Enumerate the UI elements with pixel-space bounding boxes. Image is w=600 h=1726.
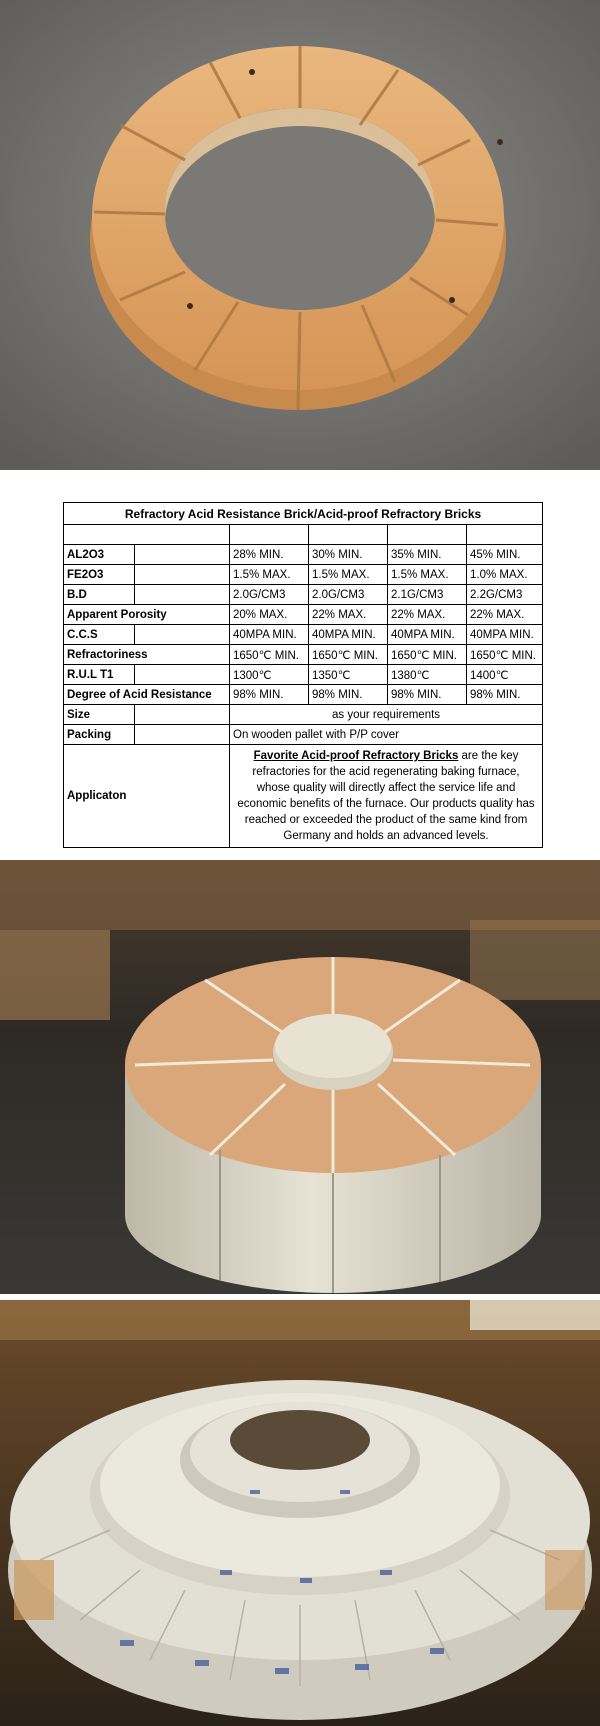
row-label: FE2O3 — [64, 565, 135, 585]
table-row — [64, 625, 543, 645]
table-cell: 98% MIN. — [230, 685, 309, 705]
table-cell: 2.1G/CM3 — [388, 585, 467, 605]
row-label: AL2O3 — [64, 545, 135, 565]
table-row — [64, 545, 543, 565]
table-cell: 98% MIN. — [467, 685, 543, 705]
table-cell: 1650℃ MIN. — [230, 645, 309, 665]
table-title: Refractory Acid Resistance Brick/Acid-proof Refractory Bricks — [64, 503, 543, 525]
table-cell: 30% MIN. — [309, 545, 388, 565]
table-cell: 20% MAX. — [230, 605, 309, 625]
application-body: are the key refractories for the acid regenerating baking furnace, whose quality will directly affect the service life and economic benefits of the furnace. Our products quality has reached or exceeded the product of the same kind from Germany and holds an advanced levels. — [237, 750, 535, 842]
row-label: Refractoriness — [64, 645, 230, 665]
table-row-packing — [64, 725, 543, 745]
spec-table — [63, 502, 543, 848]
table-cell: 2.0G/CM3 — [230, 585, 309, 605]
photo-brick-cylinder — [0, 860, 600, 1294]
table-row — [64, 565, 543, 585]
table-cell: 1.5% MAX. — [230, 565, 309, 585]
table-cell: 2.0G/CM3 — [309, 585, 388, 605]
row-label: Degree of Acid Resistance — [64, 685, 230, 705]
table-cell: 98% MIN. — [388, 685, 467, 705]
table-cell: 98% MIN. — [309, 685, 388, 705]
table-cell: 22% MAX. — [467, 605, 543, 625]
table-cell: 1650℃ MIN. — [309, 645, 388, 665]
table-title-row — [64, 503, 543, 525]
table-row-application — [64, 745, 543, 848]
table-row-size — [64, 705, 543, 725]
table-cell: 40MPA MIN. — [388, 625, 467, 645]
row-label: Apparent Porosity — [64, 605, 230, 625]
row-label: Size — [64, 705, 135, 725]
table-cell: 40MPA MIN. — [230, 625, 309, 645]
table-cell: 1400℃ — [467, 665, 543, 685]
table-cell: 22% MAX. — [309, 605, 388, 625]
table-cell: 1.0% MAX. — [467, 565, 543, 585]
table-cell: 1650℃ MIN. — [467, 645, 543, 665]
row-label: Applicaton — [64, 745, 230, 848]
table-row — [64, 585, 543, 605]
application-text — [230, 745, 543, 848]
table-row — [64, 605, 543, 625]
table-cell: 40MPA MIN. — [467, 625, 543, 645]
table-cell: 1650℃ MIN. — [388, 645, 467, 665]
table-cell: 2.2G/CM3 — [467, 585, 543, 605]
photo-brick-ring-orange — [0, 0, 600, 470]
table-row — [64, 645, 543, 665]
row-label: Packing — [64, 725, 135, 745]
table-cell: 28% MIN. — [230, 545, 309, 565]
photo-brick-multi-ring — [0, 1300, 600, 1726]
table-cell: 1.5% MAX. — [388, 565, 467, 585]
table-blank-row — [64, 525, 543, 545]
table-cell: 45% MIN. — [467, 545, 543, 565]
application-highlight: Favorite Acid-proof Refractory Bricks — [253, 750, 459, 762]
table-cell: 35% MIN. — [388, 545, 467, 565]
row-label: R.U.L T1 — [64, 665, 135, 685]
table-cell: 1.5% MAX. — [309, 565, 388, 585]
table-cell: 40MPA MIN. — [309, 625, 388, 645]
size-value: as your requirements — [230, 705, 543, 725]
row-label: C.C.S — [64, 625, 135, 645]
table-row — [64, 665, 543, 685]
table-row — [64, 685, 543, 705]
table-cell: 1300℃ — [230, 665, 309, 685]
table-cell: 1350℃ — [309, 665, 388, 685]
row-label: B.D — [64, 585, 135, 605]
packing-value: On wooden pallet with P/P cover — [230, 725, 543, 745]
table-cell: 1380℃ — [388, 665, 467, 685]
table-cell: 22% MAX. — [388, 605, 467, 625]
